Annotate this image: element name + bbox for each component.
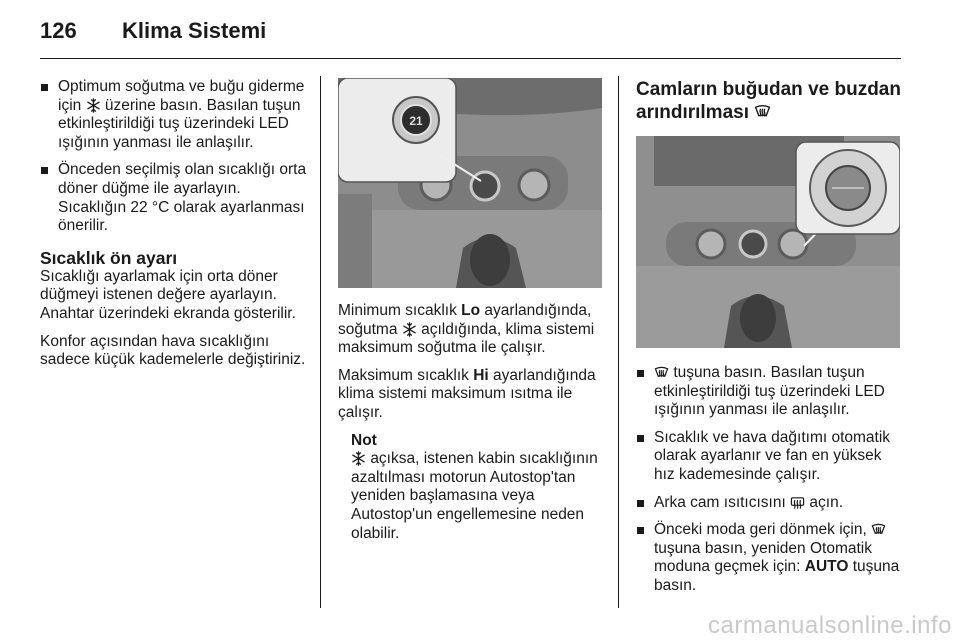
bullet-text: Önceden seçilmiş olan sıcaklığı orta döner düğme ile ayarlayın. Sıcaklığın 22 °C olarak ayarlanması önerilir. <box>58 161 307 235</box>
text: açıksa, istenen kabin sıcaklığının azaltılması motorun Autostop'tan yeniden başlamasına veya Autostop'un engellemesine neden olabilir. <box>351 450 598 542</box>
list-item <box>636 364 904 420</box>
knob-display-readout: 21 <box>409 114 423 128</box>
watermark: carmanualsonline.info <box>708 612 952 639</box>
column-3 <box>636 78 904 605</box>
text: açıldığında, klima sistemi maksimum soğutma ile çalışır. <box>338 320 595 357</box>
list-item <box>636 521 904 595</box>
note-title: Not <box>351 431 377 449</box>
paragraph: Konfor açısından hava sıcaklığını sadece küçük kademelerle değiştiriniz. <box>40 332 306 369</box>
bullet-text: Sıcaklık ve hava dağıtımı otomatik olarak ayarlanır ve fan en yüksek hız kademesinde çalışır. <box>654 428 891 483</box>
windshield-defrost-icon <box>654 365 669 380</box>
text: ayarlandığında klima sistemi maksimum ısıtma ile çalışır. <box>338 366 596 421</box>
paragraph <box>338 302 604 358</box>
snowflake-icon <box>402 322 417 337</box>
bullet-text: tuşuna basın. <box>654 558 900 594</box>
auto-label: AUTO <box>804 558 849 576</box>
windshield-defrost-icon <box>871 522 886 537</box>
defrost-controls-photo <box>636 136 900 348</box>
snowflake-icon <box>86 98 101 113</box>
note-box <box>351 432 604 544</box>
bullet-text: Optimum soğutma ve buğu giderme için <box>58 78 305 114</box>
column-1 <box>40 78 308 379</box>
bullet-text: açın. <box>809 493 844 511</box>
bullet-text: tuşuna basın, yeniden Otomatik moduna geçmek için: <box>654 539 872 576</box>
bullet-text: Arka cam ısıtıcısını <box>654 493 786 511</box>
instruction-list-1 <box>40 78 308 236</box>
text: Minimum sıcaklık <box>338 302 457 319</box>
climate-control-photo <box>338 78 602 288</box>
bullet-text: üzerine basın. Basılan tuşun etkinleştirildiği tuş üzerindeki LED ışığının yanması ile anlaşılır. <box>58 96 301 151</box>
note-text <box>351 450 604 543</box>
windshield-defrost-icon <box>754 103 771 120</box>
lo-label: Lo <box>461 302 481 319</box>
bullet-text: tuşuna basın. Basılan tuşun etkinleştirildiği tuş üzerindeki LED ışığının yanması ile anlaşılır. <box>654 364 885 419</box>
snowflake-icon <box>351 451 366 466</box>
column-divider-2 <box>618 76 619 608</box>
paragraph: Sıcaklığı ayarlamak için orta döner düğmeyi istenen değere ayarlayın. Anahtar üzerindeki ekranda gösterilir. <box>40 267 296 322</box>
heading-text: Camların buğudan ve buzdan arındırılması <box>636 79 901 123</box>
text: ayarlandığında, soğutma <box>338 302 592 338</box>
list-item <box>40 78 308 152</box>
list-item <box>636 494 904 513</box>
hi-label: Hi <box>473 366 489 384</box>
column-divider-1 <box>320 76 321 608</box>
rear-window-heat-icon <box>790 495 805 510</box>
page-number: 126 <box>40 18 77 43</box>
list-item <box>40 161 308 235</box>
instruction-list-3 <box>636 364 904 596</box>
column-2 <box>338 78 604 543</box>
paragraph <box>338 367 604 423</box>
section-heading: Sıcaklık ön ayarı <box>40 247 178 268</box>
header-rule <box>40 58 901 59</box>
list-item <box>636 429 904 485</box>
text: Maksimum sıcaklık <box>338 366 469 384</box>
section-heading <box>636 78 904 124</box>
chapter-title: Klima Sistemi <box>122 18 267 43</box>
bullet-text: Önceki moda geri dönmek için, <box>654 521 867 539</box>
